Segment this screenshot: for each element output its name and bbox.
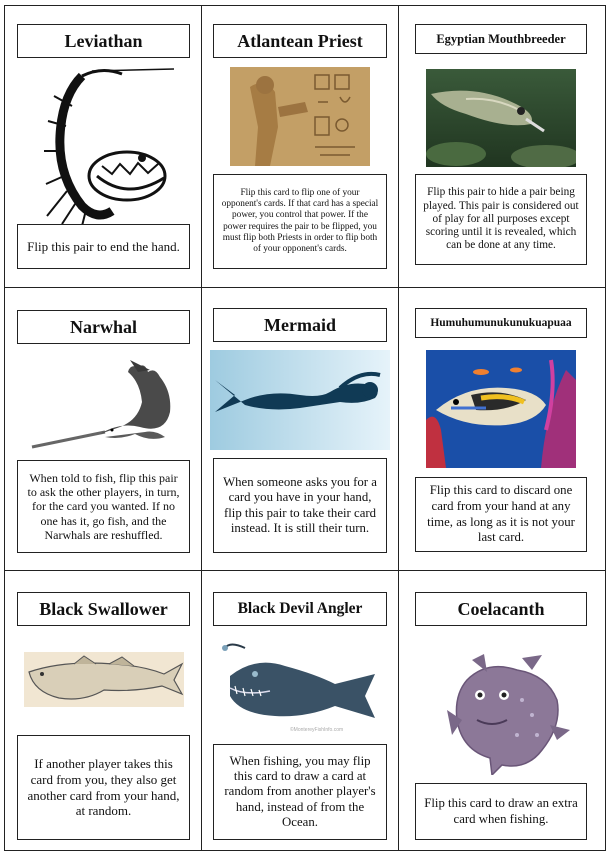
card-description: Flip this pair to hide a pair being played. This pair is considered out of play for all purposes except scoring until it is revealed, which can be done at any time. [415, 174, 587, 265]
narwhal-drawing [30, 352, 185, 452]
card-title: Mermaid [213, 308, 387, 342]
coelacanth-illustration [432, 640, 572, 775]
card-title: Black Swallower [17, 592, 190, 626]
card-title: Narwhal [17, 310, 190, 344]
card-description: When someone asks you for a card you have in your hand, flip this pair to take their card instead. It is still their turn. [213, 458, 387, 553]
grid-divider-vertical-2 [398, 5, 399, 851]
card-title: Coelacanth [415, 592, 587, 626]
card-description: When fishing, you may flip this card to draw a card at random from another player's hand, instead of from the Ocean. [213, 744, 387, 840]
mermaid-silhouette [210, 350, 390, 450]
leviathan-sea-serpent-illustration [42, 66, 174, 226]
card-description: Flip this pair to end the hand. [17, 224, 190, 269]
card-title: Black Devil Angler [213, 592, 387, 626]
grid-divider-horizontal-2 [4, 570, 606, 571]
card-title: Humuhumunukunukuapuaa [415, 308, 587, 338]
card-title: Egyptian Mouthbreeder [415, 24, 587, 54]
card-description: When told to fish, flip this pair to ask the other players, in turn, for the card you wanted. If no one has it, go fish, and the Narwhals are reshuffled. [17, 460, 190, 553]
egyptian-relief-carving [230, 67, 370, 166]
black-swallower-fish-drawing [24, 652, 184, 707]
card-description: Flip this card to discard one card from your hand at any time, as long as it is not your last card. [415, 477, 587, 552]
triggerfish-reef-photo [426, 350, 576, 468]
card-description: If another player takes this card from you, they also get another card from your hand, at random. [17, 735, 190, 840]
photo-watermark: ©MontereyFishInfo.com [290, 727, 344, 733]
card-description: Flip this card to draw an extra card when fishing. [415, 783, 587, 840]
mouthbreeder-fish-photo [426, 69, 576, 167]
card-title: Atlantean Priest [213, 24, 387, 58]
anglerfish-photo [215, 636, 380, 738]
card-description: Flip this card to flip one of your opponent's cards. If that card has a special power, you control that power. If the power requires the pair to be flipped, you must flip both Priests in order to flip both of your opponent's cards. [213, 174, 387, 269]
card-title: Leviathan [17, 24, 190, 58]
grid-divider-horizontal-1 [4, 287, 606, 288]
grid-divider-vertical-1 [201, 5, 202, 851]
